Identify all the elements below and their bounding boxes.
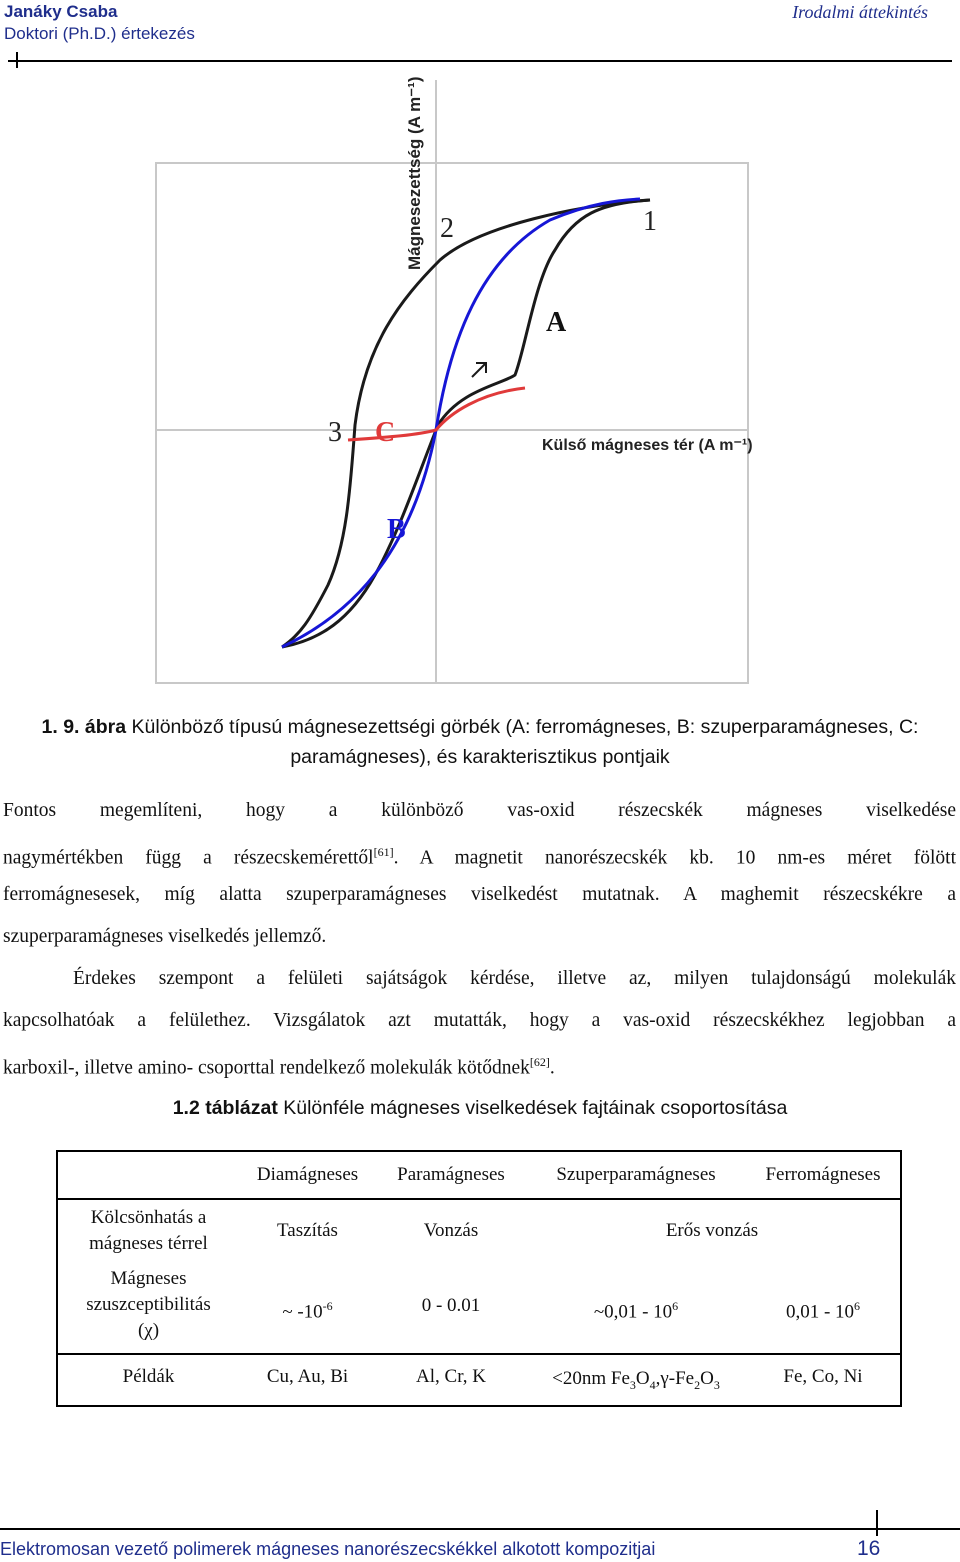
footer-rule-tick <box>876 1510 878 1536</box>
paragraph-2-line-3-full <box>3 1045 956 1086</box>
row-label-susceptibility-line-3: (χ) <box>137 1320 160 1341</box>
paragraph-1-line-2 <box>3 835 956 876</box>
cell-interaction-para: Vonzás <box>423 1220 479 1241</box>
y-axis-label: Mágnesezettség (A m⁻¹) <box>405 76 424 270</box>
citation-62: [62] <box>529 1055 550 1069</box>
cell-susceptibility-ferro-exp: 6 <box>854 1299 861 1313</box>
cell-examples-super-part-1: <20nm Fe <box>552 1368 630 1389</box>
cell-susceptibility-dia <box>240 1293 375 1325</box>
paragraph-1-line-3: ferromágnesesek, míg alatta szuperparamágneses viselkedést mutatnak. A maghemit részecskékre a <box>3 884 956 905</box>
cell-examples-super-sub-2: 4 <box>649 1377 656 1392</box>
table-rule-bottom <box>56 1353 902 1355</box>
header-rule-tick <box>16 52 18 68</box>
figure-caption-text: Különböző típusú mágnesezettségi görbék (A: ferromágneses, B: szuperparamágneses, C: paramágneses), és karakterisztikus pontjaik <box>131 716 919 768</box>
point-label-1: 1 <box>643 206 657 237</box>
row-label-susceptibility <box>66 1266 231 1344</box>
cell-examples-super <box>526 1366 746 1398</box>
x-axis-label: Külső mágneses tér (A m⁻¹) <box>542 437 753 454</box>
magnetic-behavior-table <box>56 1150 902 1405</box>
paragraph-2-line-1: Érdekes szempont a felületi sajátságok kérdése, illetve az, milyen tulajdonságú molekulák <box>73 968 956 989</box>
cell-susceptibility-super-exp: 6 <box>672 1299 679 1313</box>
direction-arrow-icon <box>472 363 486 377</box>
row-label-interaction-line-2: mágneses térrel <box>89 1233 208 1254</box>
cell-susceptibility-ferro-base: 0,01 - 10 <box>785 1301 855 1323</box>
paragraph-2-end: . <box>549 1057 555 1079</box>
curve-label-c: C <box>375 417 396 448</box>
citation-61: [61] <box>373 845 394 859</box>
table-header-rule <box>56 1198 902 1200</box>
header-degree: Doktori (Ph.D.) értekezés <box>4 24 195 43</box>
cell-susceptibility-super-base: ~0,01 - 10 <box>593 1301 673 1323</box>
col-header-super: Szuperparamágneses <box>556 1164 716 1185</box>
curve-label-b: B <box>387 514 406 545</box>
footer-title: Elektromosan vezető polimerek mágneses nanorészecskékkel alkotott kompozitjai <box>0 1539 656 1559</box>
table-number: 1.2 táblázat <box>172 1097 278 1119</box>
paragraph-1-line-1: Fontos megemlíteni, hogy a különböző vas-oxid részecskék mágneses viselkedése <box>3 800 956 821</box>
header-rule <box>8 60 952 62</box>
cell-examples-super-sub-4: 3 <box>713 1377 720 1392</box>
footer-rule <box>0 1528 960 1530</box>
figure-number: 1. 9. ábra <box>41 716 127 738</box>
paragraph-2-line-2: kapcsolhatóak a felülethez. Vizsgálatok azt mutatták, hogy a vas-oxid részecskékhez legjobban a <box>3 1010 956 1031</box>
cell-examples-super-part-3: ,γ-Fe <box>655 1368 695 1389</box>
row-label-interaction <box>66 1205 231 1257</box>
point-label-3: 3 <box>328 417 342 448</box>
cell-examples-ferro: Fe, Co, Ni <box>783 1366 863 1387</box>
cell-examples-super-part-4: O <box>700 1368 714 1389</box>
cell-examples-dia: Cu, Au, Bi <box>266 1366 349 1387</box>
col-header-dia: Diamágneses <box>256 1164 359 1185</box>
cell-examples-super-sub-1: 3 <box>629 1377 636 1392</box>
cell-susceptibility-dia-base: ~ -10 <box>282 1301 323 1323</box>
row-label-interaction-line-1: Kölcsönhatás a <box>90 1207 207 1228</box>
cell-interaction-super-ferro: Erős vonzás <box>665 1220 759 1241</box>
cell-susceptibility-dia-exp: -6 <box>322 1299 333 1313</box>
page-number: 16 <box>857 1537 881 1560</box>
cell-susceptibility-super <box>526 1293 746 1325</box>
cell-susceptibility-ferro <box>748 1293 898 1325</box>
row-label-examples: Példák <box>122 1366 175 1387</box>
col-header-ferro: Ferromágneses <box>765 1164 881 1185</box>
row-label-susceptibility-line-2: szuszceptibilitás <box>86 1294 211 1315</box>
row-label-susceptibility-line-1: Mágneses <box>110 1268 187 1289</box>
magnetization-figure <box>150 75 762 690</box>
cell-examples-super-sub-3: 2 <box>694 1377 701 1392</box>
paragraph-2-line-3-text: karboxil-, illetve amino- csoporttal rendelkező molekulák kötődnek <box>3 1057 530 1079</box>
cell-examples-para: Al, Cr, K <box>416 1366 486 1387</box>
point-label-2: 2 <box>440 213 454 244</box>
paragraph-1-line-4: szuperparamágneses viselkedés jellemző. <box>3 926 327 947</box>
curve-label-a: A <box>546 307 567 338</box>
cell-interaction-dia: Taszítás <box>277 1220 338 1241</box>
table-title: Különféle mágneses viselkedések fajtáinak csoportosítása <box>283 1097 788 1119</box>
cell-examples-super-part-2: O <box>635 1368 650 1389</box>
header-author: Janáky Csaba <box>4 2 118 21</box>
cell-susceptibility-para: 0 - 0.01 <box>421 1295 481 1316</box>
table-caption <box>0 1097 960 1120</box>
figure-caption <box>0 712 960 772</box>
paragraph-1-line-2a: nagymértékben függ a részecskemérettől <box>3 847 374 869</box>
header-section: Irodalmi áttekintés <box>792 2 928 22</box>
paragraph-1-line-2b: . A magnetit nanorészecskék kb. 10 nm-es méret fölött <box>393 847 956 869</box>
col-header-para: Paramágneses <box>397 1164 505 1185</box>
